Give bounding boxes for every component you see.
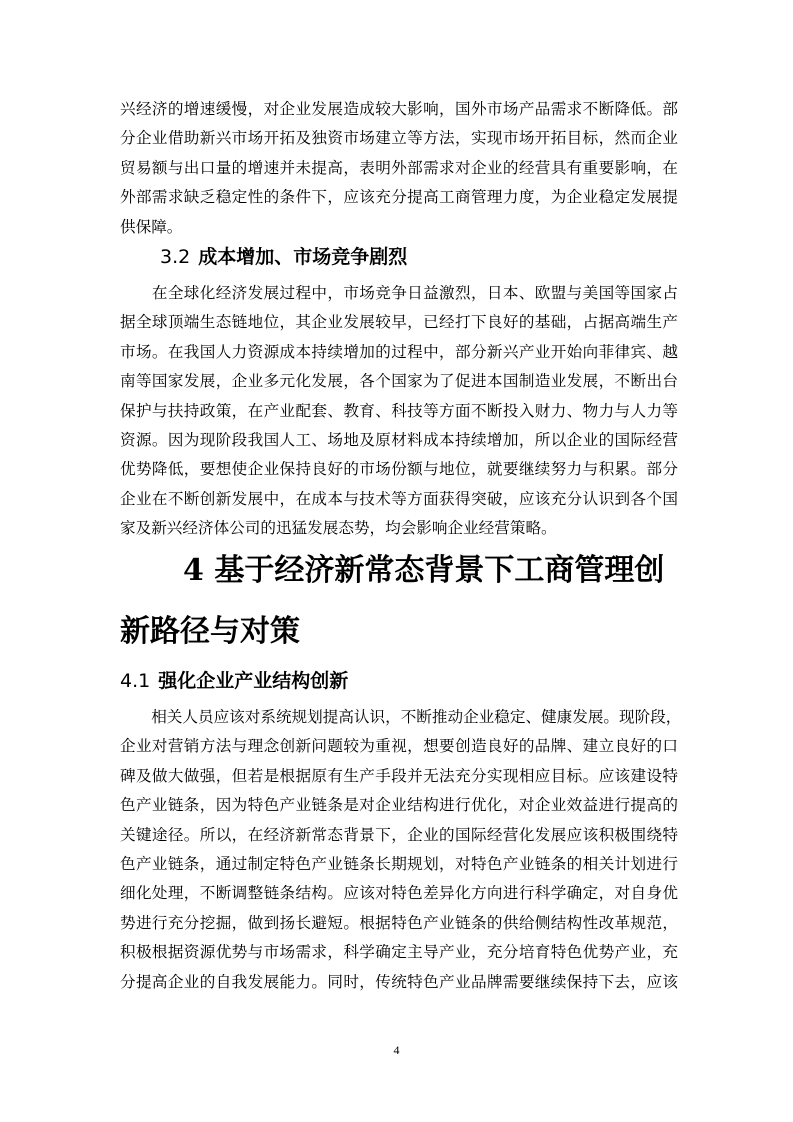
paragraph-line: 在全球化经济发展过程中，市场竞争日益激烈，日本、欧盟与美国等国家占 <box>120 284 678 302</box>
paragraph-line: 兴经济的增速缓慢，对企业发展造成较大影响，国外市场产品需求不断降低。部 <box>120 100 678 118</box>
paragraph-line: 据全球顶端生态链地位，其企业发展较早，已经打下良好的基础，占据高端生产 <box>120 313 678 332</box>
paragraph-line: 供保障。 <box>120 217 183 236</box>
paragraph-line: 南等国家发展，企业多元化发展，各个国家为了促进本国制造业发展，不断出台 <box>120 372 678 391</box>
section-number: 3.2 <box>160 246 191 268</box>
section-title: 成本增加、市场竞争剧烈 <box>198 246 408 268</box>
paragraph <box>120 279 678 544</box>
section-heading <box>160 244 407 270</box>
paragraph-line: 企业对营销方法与理念创新问题较为重视，想要创造良好的品牌、建立良好的口 <box>120 737 678 756</box>
section-number: 4.1 <box>120 670 151 692</box>
paragraph-line: 外部需求缺乏稳定性的条件下，应该充分提高工商管理力度，为企业稳定发展提 <box>120 188 678 207</box>
paragraph-line: 资源。因为现阶段我国人工、场地及原材料成本持续增加，所以企业的国际经营 <box>120 430 678 449</box>
paragraph-line: 企业在不断创新发展中，在成本与技术等方面获得突破，应该充分认识到各个国 <box>120 489 678 508</box>
section-heading <box>120 668 348 694</box>
paragraph-line: 关键途径。所以，在经济新常态背景下，企业的国际经营化发展应该积极围绕特 <box>120 825 678 844</box>
paragraph-line: 优势降低，要想使企业保持良好的市场份额与地位，就要继续努力与积累。部分 <box>120 460 678 479</box>
paragraph-line: 碑及做大做强，但若是根据原有生产手段并无法充分实现相应目标。应该建设特 <box>120 766 678 785</box>
paragraph-line: 家及新兴经济体公司的迅猛发展态势，均会影响企业经营策略。 <box>120 519 557 538</box>
paragraph-line: 势进行充分挖掘，做到扬长避短。根据特色产业链条的供给侧结构性改革规范， <box>120 913 678 932</box>
paragraph-line: 贸易额与出口量的增速并未提高，表明外部需求对企业的经营具有重要影响，在 <box>120 158 678 177</box>
paragraph-line: 分提高企业的自我发展能力。同时，传统特色产业品牌需要继续保持下去，应该 <box>120 972 678 991</box>
paragraph-line: 保护与扶持政策，在产业配套、教育、科技等方面不断投入财力、物力与人力等 <box>120 401 678 420</box>
paragraph-line: 相关人员应该对系统规划提高认识，不断推动企业稳定、健康发展。现阶段， <box>120 708 682 726</box>
paragraph-line: 市场。在我国人力资源成本持续增加的过程中，部分新兴产业开始向菲律宾、越 <box>120 342 678 361</box>
paragraph-line: 分企业借助新兴市场开拓及独资市场建立等方法，实现市场开拓目标，然而企业 <box>120 129 678 148</box>
paragraph-line: 细化处理，不断调整链条结构。应该对特色差异化方向进行科学确定，对自身优 <box>120 884 678 903</box>
paragraph <box>120 95 678 242</box>
page-number: 4 <box>393 1043 400 1057</box>
paragraph-line: 积极根据资源优势与市场需求，科学确定主导产业，充分培育特色优势产业，充 <box>120 943 678 962</box>
chapter-title: 4 基于经济新常态背景下工商管理创 <box>183 553 665 588</box>
chapter-title: 新路径与对策 <box>120 614 300 649</box>
paragraph-line: 色产业链条，因为特色产业链条是对企业结构进行优化，对企业效益进行提高的 <box>120 796 678 815</box>
section-title: 强化企业产业结构创新 <box>158 670 349 692</box>
paragraph-line: 色产业链条，通过制定特色产业链条长期规划，对特色产业链条的相关计划进行 <box>120 854 678 873</box>
paragraph <box>120 703 682 997</box>
